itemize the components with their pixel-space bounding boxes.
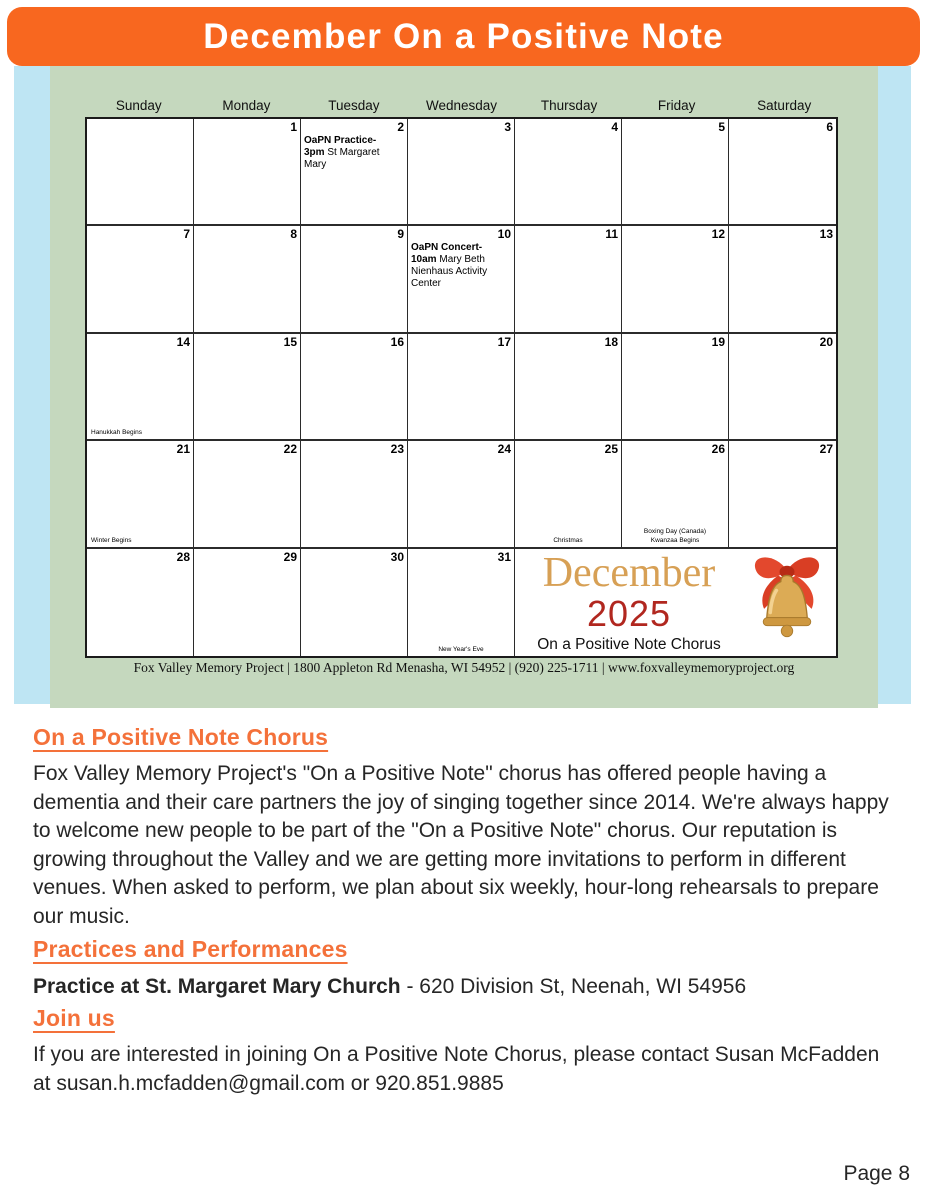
calendar-cell: 7 (87, 226, 194, 333)
calendar-cell: 16 (301, 334, 408, 441)
calendar-cell: 3 (408, 119, 515, 226)
month-banner-text (517, 549, 741, 654)
calendar-cell: 18 (515, 334, 622, 441)
weekday-label: Thursday (540, 98, 598, 113)
calendar-cell: 28 (87, 549, 194, 656)
calendar-footer-contact: Fox Valley Memory Project | 1800 Appleton Rd Menasha, WI 54952 | (920) 225-1711 | www.foxvalleymemoryproject.org (133, 660, 795, 675)
calendar-cell: 11 (515, 226, 622, 333)
calendar-cell: 8 (194, 226, 301, 333)
calendar-month-banner-cell (515, 549, 836, 656)
holiday-label: New Year's Eve (438, 646, 484, 654)
calendar-cell: 12 (622, 226, 729, 333)
heading-chorus: On a Positive Note Chorus (33, 724, 329, 750)
calendar-cell: 24 (408, 441, 515, 548)
heading-join-us: Join us (33, 1005, 115, 1031)
article-content (33, 724, 901, 1103)
calendar-cell: 15 (194, 334, 301, 441)
calendar-cell: 5 (622, 119, 729, 226)
calendar-cell-hanukkah: 14 Hanukkah Begins (87, 334, 194, 441)
calendar-cell: 27 (729, 441, 836, 548)
practice-venue-line (33, 972, 901, 1001)
weekday-label: Saturday (757, 98, 812, 113)
bell-illustration (741, 549, 833, 653)
calendar-cell: 23 (301, 441, 408, 548)
calendar-cell-christmas: 25 Christmas (515, 441, 622, 548)
holiday-label: Hanukkah Begins (91, 429, 142, 437)
event-oapn-practice: OaPN Practice- 3pm St Margaret Mary (304, 135, 380, 170)
calendar-cell-concert: 10 OaPN Concert- 10am Mary Beth Nienhaus Activity Center (408, 226, 515, 333)
paragraph-join-us: If you are interested in joining On a Positive Note Chorus, please contact Susan McFadden at susan.h.mcfadden@gmail.com or 920.851.9885 (33, 1043, 880, 1095)
calendar-cell-practice: 2 OaPN Practice- 3pm St Margaret Mary (301, 119, 408, 226)
event-oapn-concert: OaPN Concert- 10am Mary Beth Nienhaus Activity Center (411, 242, 488, 290)
calendar-weekday-header (85, 98, 838, 113)
calendar-cell: 22 (194, 441, 301, 548)
paragraph-chorus: Fox Valley Memory Project's "On a Positive Note" chorus has offered people having a dementia and their care partners the joy of singing together since 2014. We're always happy to welcome new people to be part of the "On a Positive Note" chorus. Our reputation is growing throughout the Valley and we are getting more invitations to perform in different venues. When asked to perform, we plan about six weekly, hour-long rehearsals to prepare our music. (33, 762, 889, 928)
calendar-cell: 6 (729, 119, 836, 226)
calendar-cell: 13 (729, 226, 836, 333)
calendar-cell-winter: 21 Winter Begins (87, 441, 194, 548)
calendar-cell-boxing-day: 26 Boxing Day (Canada) Kwanzaa Begins (622, 441, 729, 548)
weekday-label: Tuesday (328, 98, 380, 113)
calendar-cell: 4 (515, 119, 622, 226)
calendar-cell: 9 (301, 226, 408, 333)
page-number: Page 8 (843, 1162, 910, 1185)
weekday-label: Sunday (115, 98, 162, 113)
calendar-cell: 1 (194, 119, 301, 226)
page-title: December On a Positive Note (203, 16, 724, 56)
calendar-cell: 30 (301, 549, 408, 656)
year-label: 2025 (586, 592, 672, 634)
holiday-label: Christmas (553, 536, 583, 544)
calendar-cell: 17 (408, 334, 515, 441)
practice-venue-address: - 620 Division St, Neenah, WI 54956 (400, 975, 747, 998)
weekday-label: Friday (657, 98, 696, 113)
holiday-label: Winter Begins (91, 536, 132, 544)
calendar-cell (87, 119, 194, 226)
calendar-cell: 19 (622, 334, 729, 441)
weekday-label: Wednesday (425, 98, 498, 113)
month-label: December (542, 549, 716, 596)
page-title-banner (7, 7, 920, 66)
calendar-cell: 20 (729, 334, 836, 441)
calendar-cell: 29 (194, 549, 301, 656)
calendar-grid (85, 117, 838, 658)
practice-venue-bold: Practice at St. Margaret Mary Church (33, 975, 401, 998)
calendar-cell-new-years-eve: 31 New Year's Eve (408, 549, 515, 656)
weekday-label: Monday (222, 98, 271, 113)
chorus-subtitle: On a Positive Note Chorus (537, 635, 721, 653)
holiday-label: Boxing Day (Canada) Kwanzaa Begins (643, 528, 707, 544)
bell-icon (741, 549, 833, 653)
heading-practices: Practices and Performances (33, 936, 348, 962)
